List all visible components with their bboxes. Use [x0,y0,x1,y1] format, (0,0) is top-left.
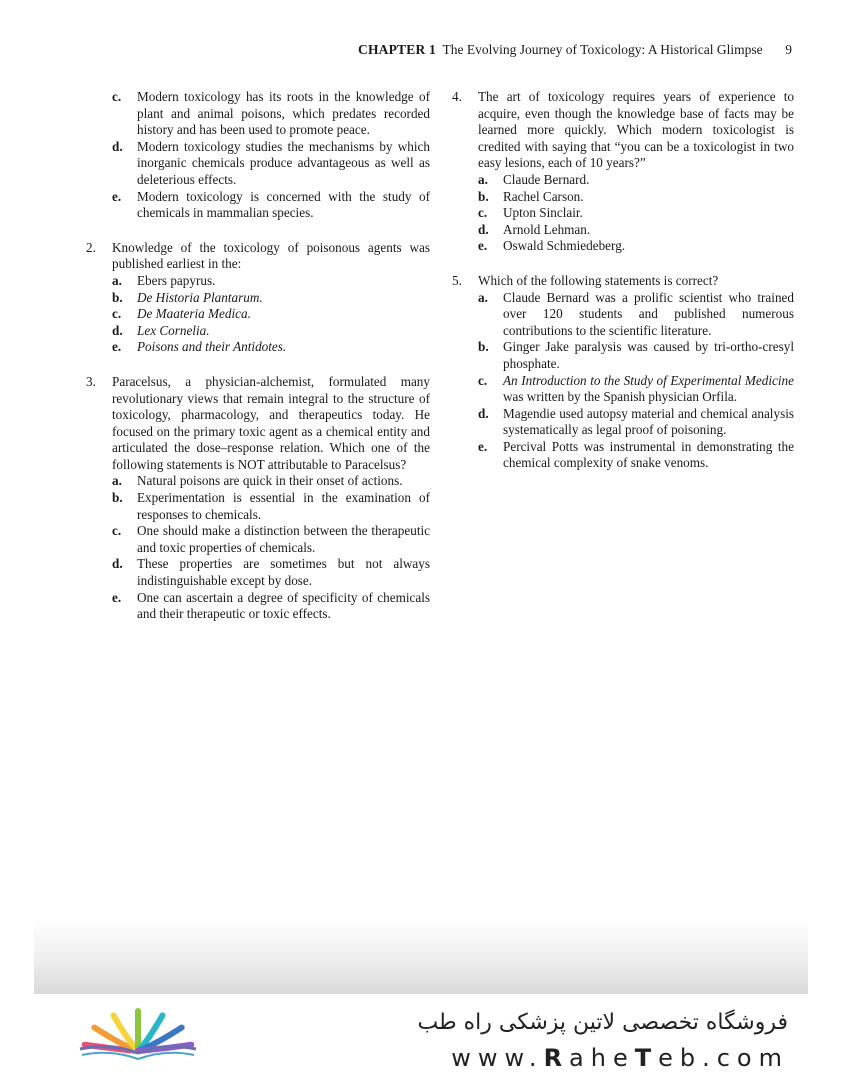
option-letter: e. [112,589,122,605]
option-letter: d. [112,138,123,154]
option-text: These properties are sometimes but not always indistinguishable except by dose. [137,556,430,589]
question-5 [452,273,794,472]
option-text: Upton Sinclair. [503,205,583,221]
option-letter: a. [478,289,488,305]
option-letter: b. [478,339,489,355]
option-letter: e. [112,339,122,355]
option-text: Experimentation is essential in the examination of responses to chemicals. [137,490,430,522]
option-c [478,205,794,222]
option-text: De Historia Plantarum. [137,289,263,305]
option-letter: c. [478,205,488,221]
option-c [478,373,794,406]
bottom-shade [34,918,808,994]
option-text: Ginger Jake paralysis was caused by tri-ortho-cresyl phosphate. [503,339,794,371]
option-text: Oswald Schmiedeberg. [503,238,626,254]
website-mid: ahe [569,1044,635,1072]
option-letter: e. [112,188,122,204]
option-b [478,189,794,206]
option-letter: c. [112,89,122,104]
website-letter-r: R [543,1044,570,1072]
option-text: One can ascertain a degree of specificity of chemicals and their therapeutic or toxic effects. [137,589,430,622]
option-letter: c. [478,372,488,388]
question-stem: The art of toxicology requires years of experience to acquire, even though the knowledge base of facts may be learned more quickly. Which modern toxicologist is credited with saying that “you can be a toxicologist in two easy lesions, each of 10 years?” [478,89,794,171]
option-a [112,473,430,490]
question-number: 3. [86,373,96,389]
question-number: 5. [452,272,462,288]
question-3 [86,374,430,623]
option-d [478,406,794,439]
option-e [112,590,430,623]
option-text: Modern toxicology has its roots in the knowledge of plant and animal poisons, which predates recorded history and has been used to promote peace. [137,89,430,138]
question-1-continued [86,89,430,222]
footer-website [451,1044,789,1072]
option-letter: d. [478,405,489,421]
option-letter: c. [112,306,122,322]
option-c [112,523,430,556]
right-column [452,89,794,490]
page-number: 9 [785,42,792,57]
option-d [478,222,794,239]
option-letter: e. [478,438,488,454]
question-stem: Knowledge of the toxicology of poisonous agents was published earliest in the: [112,239,430,272]
option-e [112,339,430,356]
option-text: Magendie used autopsy material and chemical analysis systematically as legal proof of poisoning. [503,405,794,438]
question-stem: Paracelsus, a physician-alchemist, formulated many revolutionary views that remain integral to the structure of toxicology, pharmacology, and therapeutics today. He focused on the primary toxic agent as a chemical entity and articulated the dose–response relation. Which one of the following statements is NOT attributable to Paracelsus? [112,373,430,472]
website-suffix: eb.com [658,1044,789,1072]
option-b [478,339,794,372]
option-c [112,306,430,323]
left-column [86,89,430,641]
option-letter: e. [478,238,488,254]
option-text: Poisons and their Antidotes. [137,339,287,355]
option-c [112,89,430,139]
option-letter: b. [112,490,123,506]
option-letter: a. [112,473,122,489]
option-a [478,172,794,189]
option-b [112,490,430,523]
option-text: Ebers papyrus. [137,272,216,288]
question-stem: Which of the following statements is correct? [478,272,719,288]
option-d [112,139,430,189]
chapter-label: CHAPTER 1 [358,42,436,57]
option-text: Claude Bernard. [503,171,590,187]
option-letter: a. [478,171,488,187]
option-text: Lex Cornelia. [137,322,210,338]
option-letter: b. [478,188,489,204]
option-e [478,238,794,255]
footer-persian-text: فروشگاه تخصصی لاتین پزشکی راه طب [417,1010,788,1035]
option-e [112,189,430,222]
question-number: 2. [86,239,96,255]
option-b [112,290,430,307]
option-letter: b. [112,289,123,305]
question-4 [452,89,794,255]
open-book-logo-icon [74,1003,202,1066]
option-text: Natural poisons are quick in their onset of actions. [137,473,403,489]
option-text: Percival Potts was instrumental in demonstrating the chemical complexity of snake venoms. [503,438,794,471]
option-d [112,323,430,340]
question-2 [86,240,430,356]
option-letter: d. [478,221,489,237]
page-header [358,42,798,58]
book-title: An Introduction to the Study of Experimental Medicine [503,372,794,388]
option-text: was written by the Spanish physician Orfila. [503,389,738,405]
website-letter-t: T [634,1044,659,1072]
option-a [112,273,430,290]
option-text: Modern toxicology studies the mechanisms by which inorganic chemicals produce advantageous as well as deleterious effects. [137,138,430,187]
option-text: Arnold Lehman. [503,221,591,237]
option-e [478,439,794,472]
option-letter: a. [112,272,122,288]
option-letter: d. [112,322,123,338]
option-letter: d. [112,556,123,572]
question-number: 4. [452,89,462,104]
option-text: One should make a distinction between the therapeutic and toxic properties of chemicals. [137,523,430,555]
option-text: Rachel Carson. [503,188,584,204]
option-a [478,290,794,340]
option-text: Modern toxicology is concerned with the study of chemicals in mammalian species. [137,188,430,221]
option-text: Claude Bernard was a prolific scientist who trained over 120 students and published numerous contributions to the scientific literature. [503,289,794,338]
option-d [112,556,430,589]
chapter-title: The Evolving Journey of Toxicology: A Historical Glimpse [442,42,763,57]
website-prefix: www. [451,1044,544,1072]
option-text: De Maateria Medica. [137,306,251,322]
option-letter: c. [112,523,122,539]
